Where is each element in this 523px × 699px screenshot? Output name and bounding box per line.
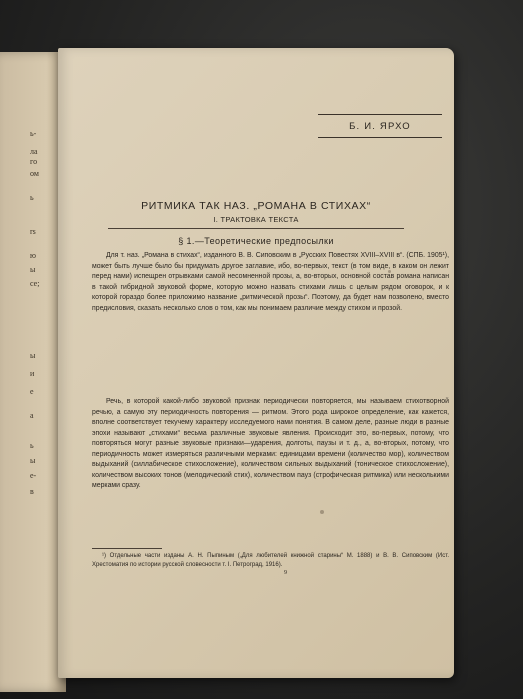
left-page bbox=[0, 52, 66, 692]
left-page-fragment: ь bbox=[30, 193, 34, 202]
left-page-fragment: се; bbox=[30, 279, 40, 288]
left-page-fragment: и bbox=[30, 369, 35, 378]
chapter-title: РИТМИКА ТАК НАЗ. „РОМАНА В СТИХАХ“ bbox=[141, 200, 371, 212]
body-paragraph-1: Для т. наз. „Романа в стихах“, изданного В. В. Сиповским в „Русских Повестях XVIII–XVIII в“. (СПБ. 1905¹), может быть лучше было бы придумать другое заглавие, ибо, во-первых, текст (в том виде, в каком он лежит перед нами) испещрен отрывками самой несомненной прозы, а, во-вторых, основной состав романа написан в такой гибридной звуковой форме, которую можно назвать стихами лишь с целым рядом оговорок, и к которой гораздо более приложимо название „ритмической прозы“. Поэтому, да будет нам позволено, вместо предисловия, сказать несколько слов о том, как мы понимаем различие между стихом и прозой. bbox=[92, 252, 449, 312]
left-page-fragment: ом bbox=[30, 169, 39, 178]
body-paragraph-2: Речь, в которой какой-либо звуковой признак периодически повторяется, мы называем стихотворной речью, а самую эту периодичность повторения — ритмом. Этого рода широкое определение, как кажется, вполне соответствует текучему характеру исследуемого нами понятия. В самом деле, разные люди в разные эпохи называют „стихами“ весьма различные звуковые явления. Происходит это, во-первых, потому, что повторяться могут разные звуковые признаки—ударения, долготы, паузы и т. д., а, во-вторых, потому, что периодичность может измеряться различными мерками: единицами времени (количество мор), количеством выдыханий (силлабическое стихосложение), количеством сильных выдыханий (тоническое стихосложение), количеством высоких тонов (мелодический стих), количеством пауз (строфическая ритмика) или несколькими мерками сразу. bbox=[92, 398, 449, 489]
footnote: ¹) Отдельные части изданы А. Н. Пыпиным („Для любителей книжной старины“ М. 1888) и В. В. Сиповским (Ист. Хрестоматия по истории русской словесности т. I. Петроград, 1916). bbox=[92, 553, 449, 568]
left-page-fragment: ы bbox=[30, 351, 36, 360]
footnote-rule bbox=[92, 548, 162, 549]
running-header bbox=[318, 114, 442, 138]
left-page-fragment: ь bbox=[30, 441, 34, 450]
section-heading: § 1.—Теоретические предпосылки bbox=[178, 236, 334, 246]
left-page-fragment: ю bbox=[30, 251, 36, 260]
chapter-subtitle: I. ТРАКТОВКА ТЕКСТА bbox=[213, 215, 299, 224]
book-page bbox=[58, 48, 454, 678]
left-page-fragment: rs bbox=[30, 227, 36, 236]
left-page-fragment: ы bbox=[30, 265, 36, 274]
left-page-fragment: го bbox=[30, 157, 38, 166]
left-page-fragment: е bbox=[30, 387, 34, 396]
left-page-fragment: а bbox=[30, 411, 34, 420]
title-rule bbox=[108, 228, 404, 229]
left-page-fragment: ы bbox=[30, 456, 36, 465]
author-name: Б. И. ЯРХО bbox=[349, 120, 411, 132]
left-page-fragment: в bbox=[30, 487, 34, 496]
left-page-fragment: е- bbox=[30, 471, 37, 480]
ink-spot bbox=[388, 270, 391, 273]
page-number: 9 bbox=[284, 570, 287, 576]
left-page-fragment: ла bbox=[30, 147, 38, 156]
left-page-fragment: ь- bbox=[30, 129, 37, 138]
ink-spot bbox=[320, 510, 324, 514]
